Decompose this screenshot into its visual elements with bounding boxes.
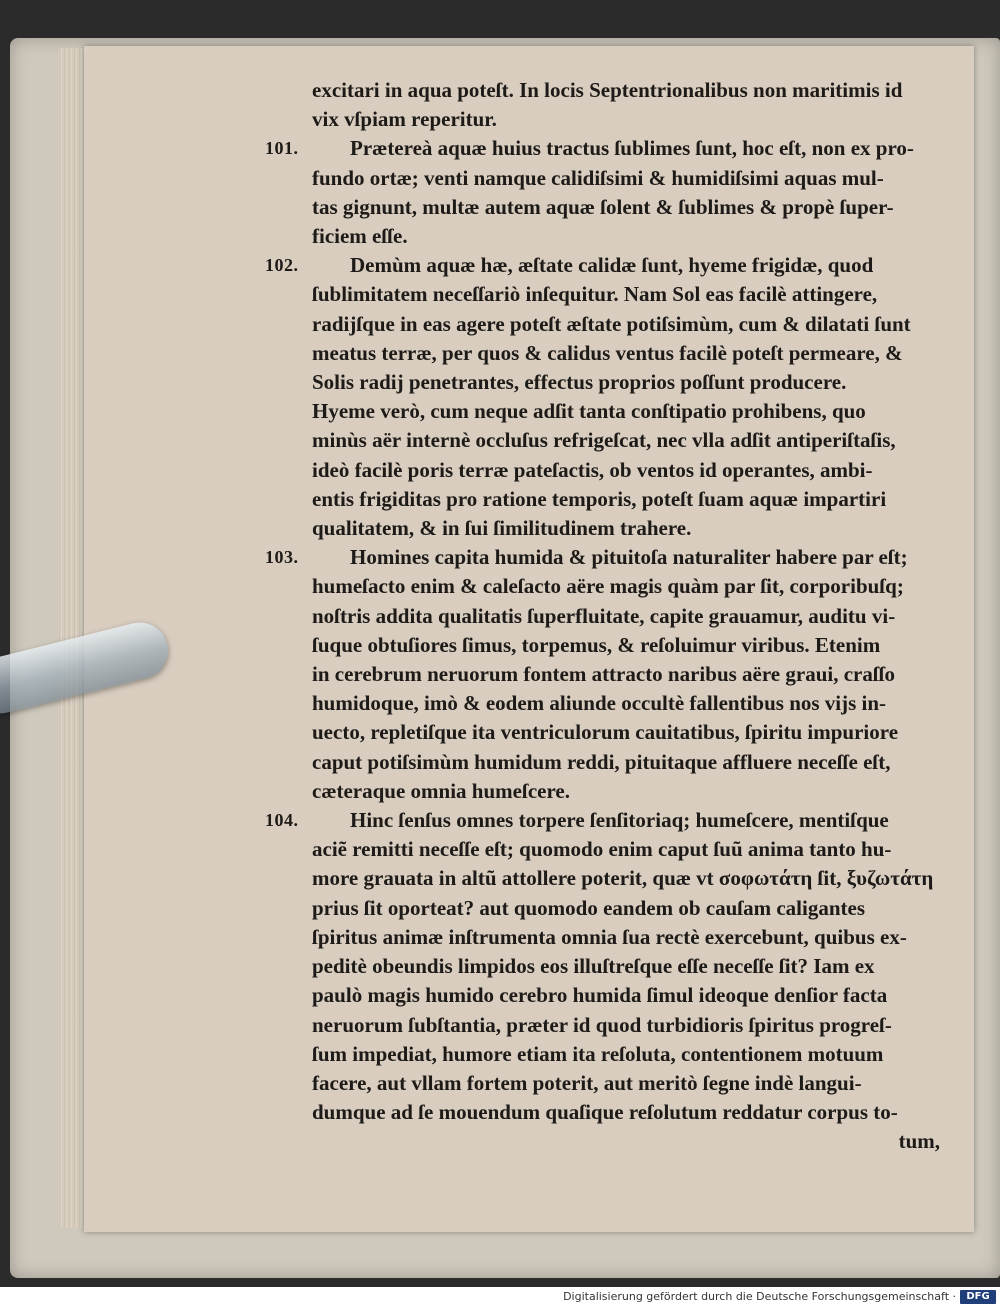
text-line: humeſacto enim & caleſacto aëre magis quàm par ſit, corporibuſq; bbox=[312, 574, 904, 599]
paragraph-102 bbox=[265, 251, 940, 543]
text-line: Solis radij penetrantes, effectus proprios poſſunt producere. bbox=[312, 370, 847, 395]
text-line: excitari in aqua poteſt. In locis Septentrionalibus non maritimis id bbox=[312, 78, 903, 102]
paragraph-continuation bbox=[312, 76, 940, 134]
text-line: entis frigiditas pro ratione temporis, poteſt ſuam aquæ impartiri bbox=[312, 486, 887, 511]
text-line: aciẽ remitti neceſſe eſt; quomodo enim caput ſuũ anima tanto hu- bbox=[312, 837, 892, 862]
text-line: Hyeme verò, cum neque adſit tanta conſtipatio prohibens, quo bbox=[312, 399, 866, 424]
text-line: ficiem eſſe. bbox=[312, 224, 408, 249]
text-line: prius ſit oporteat? aut quomodo eandem ob cauſam caligantes bbox=[312, 895, 866, 920]
text-line: noſtris addita qualitatis ſuperfluitate, capite grauamur, auditu vi- bbox=[312, 603, 896, 628]
text-line: fundo ortæ; venti namque calidiſsimi & humidiſsimi aquas mul- bbox=[312, 165, 884, 190]
text-line: ſpiritus animæ inſtrumenta omnia ſua rectè exercebunt, quibus ex- bbox=[312, 924, 907, 949]
text-line: dumque ad ſe mouendum quaſique reſolutum reddatur corpus to- bbox=[312, 1100, 898, 1125]
text-line: facere, aut vllam fortem poterit, aut meritò ſegne indè langui- bbox=[312, 1070, 862, 1095]
text-line: ideò facilè poris terræ pateſactis, ob ventos id operantes, ambi- bbox=[312, 457, 873, 482]
text-line: meatus terræ, per quos & calidus ventus facilè poteſt permeare, & bbox=[312, 340, 903, 365]
text-line: Prætereà aquæ huius tractus ſublimes ſunt, hoc eſt, non ex pro- bbox=[350, 136, 914, 161]
text-line: peditè obeundis limpidos eos illuſtreſque eſſe neceſſe ſit? Iam ex bbox=[312, 954, 875, 979]
dfg-logo-icon: DFG bbox=[960, 1290, 996, 1304]
text-line: cæteraque omnia humeſcere. bbox=[312, 778, 570, 803]
text-line: more grauata in altũ attollere poterit, quæ vt σοφωτάτη ſit, ξυζωτάτη bbox=[312, 866, 934, 891]
footer-bar bbox=[0, 1287, 1000, 1307]
text-line: tas gignunt, multæ autem aquæ ſolent & ſublimes & propè ſuper- bbox=[312, 194, 894, 219]
page-text-block bbox=[265, 76, 940, 1157]
paragraph-number: 101. bbox=[265, 138, 299, 159]
text-line: Hinc ſenſus omnes torpere ſenſitoriaq; humeſcere, mentiſque bbox=[350, 808, 889, 833]
text-line: caput potiſsimùm humidum reddi, pituitaque affluere neceſſe eſt, bbox=[312, 749, 891, 774]
paragraph-104 bbox=[265, 806, 940, 1127]
text-line: minùs aër internè occluſus refrigeſcat, nec vlla adſit antiperiſtaſis, bbox=[312, 428, 896, 453]
text-line: vix vſpiam reperitur. bbox=[312, 107, 497, 132]
text-line: ſuque obtuſiores ſimus, torpemus, & reſoluimur viribus. Etenim bbox=[312, 632, 881, 657]
text-line: ſublimitatem neceſſariò inſequitur. Nam Sol eas facilè attingere, bbox=[312, 282, 878, 307]
text-line: paulò magis humido cerebro humida ſimul ideoque denſior facta bbox=[312, 983, 888, 1008]
text-line: humidoque, imò & eodem aliunde occultè fallentibus nos vijs in- bbox=[312, 691, 887, 716]
text-line: in cerebrum neruorum fontem attracto naribus aëre graui, craſſo bbox=[312, 662, 896, 687]
text-line: ſum impediat, humore etiam ita reſoluta, contentionem motuum bbox=[312, 1041, 884, 1066]
paragraph-101 bbox=[265, 134, 940, 251]
text-line: Demùm aquæ hæ, æſtate calidæ ſunt, hyeme frigidæ, quod bbox=[350, 253, 874, 278]
paragraph-number: 103. bbox=[265, 547, 299, 568]
paragraph-number: 104. bbox=[265, 810, 299, 831]
funding-notice: Digitalisierung gefördert durch die Deutsche Forschungsgemeinschaft · bbox=[563, 1290, 956, 1303]
catchword: tum, bbox=[898, 1129, 940, 1154]
text-line: Homines capita humida & pituitoſa naturaliter habere par eſt; bbox=[350, 545, 908, 570]
text-line: radijſque in eas agere poteſt æſtate potiſsimùm, cum & dilatati ſunt bbox=[312, 311, 911, 336]
text-line: uecto, repletiſque ita ventriculorum cauitatibus, ſpiritu impuriore bbox=[312, 720, 899, 745]
text-line: qualitatem, & in ſui ſimilitudinem trahere. bbox=[312, 516, 692, 541]
paragraph-103 bbox=[265, 543, 940, 806]
paragraph-number: 102. bbox=[265, 255, 299, 276]
text-line: neruorum ſubſtantia, præter id quod turbidioris ſpiritus progreſ- bbox=[312, 1012, 892, 1037]
